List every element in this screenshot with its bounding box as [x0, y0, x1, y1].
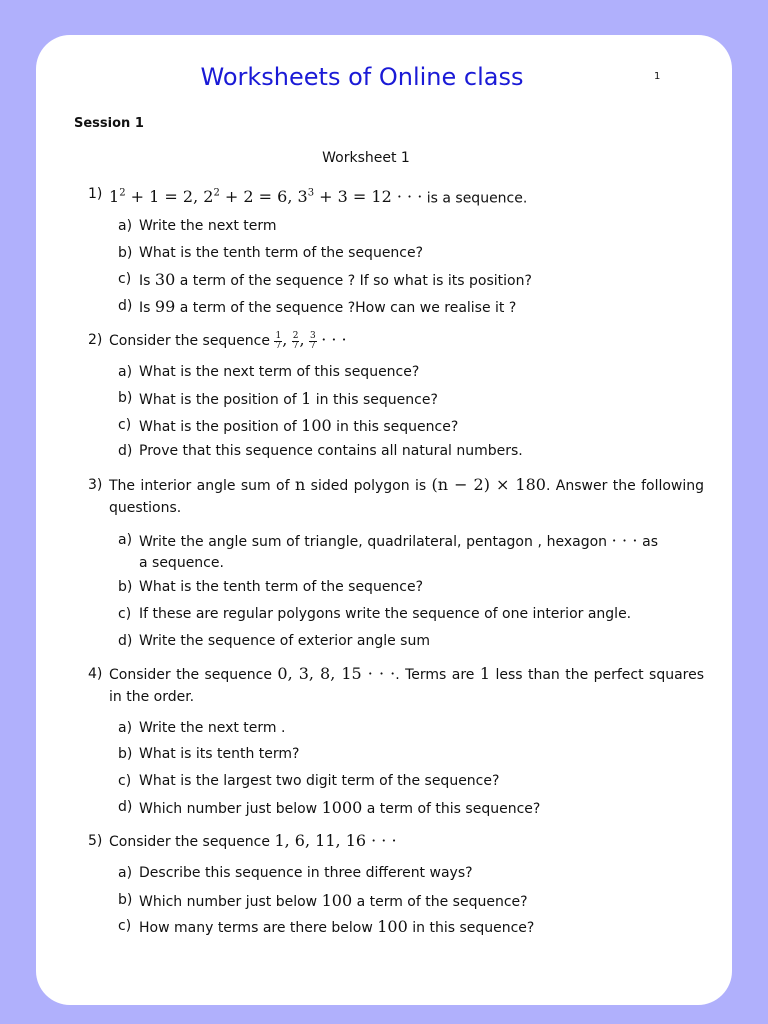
sequence-expression: $1^2 + 1 = 2$, $2^2 + 2 = 6$, $3^3 + 3 = 12$ · · ·	[109, 187, 423, 207]
sub-question-5c: c) How many terms are there below 100 in this sequence?	[118, 917, 535, 936]
sub-question-1b: b) What is the tenth term of the sequence?	[118, 245, 424, 261]
question-number: 5)	[88, 833, 103, 849]
question-2: 2) Consider the sequence $\frac{1}{7}$ , $\frac{2}{7}$ , $\frac{3}{7}$ · · ·	[88, 330, 347, 351]
fraction: $\frac{3}{7}$	[310, 330, 316, 351]
worksheet-title: Worksheet 1	[322, 150, 410, 166]
question-text: $1^2 + 1 = 2$, $2^2 + 2 = 6$, $3^3 + 3 = 12$ · · · is a sequence.	[109, 187, 528, 207]
question-5: 5) Consider the sequence 1, 6, 11, 16 · · ·	[88, 831, 397, 850]
worksheet-page	[36, 35, 732, 1005]
question-number: 2)	[88, 332, 103, 348]
sub-question-5b: b) Which number just below 100 a term of the sequence?	[118, 891, 528, 910]
question-number: 4)	[88, 666, 103, 682]
page-number: 1	[654, 71, 661, 82]
page-title: Worksheets of Online class	[200, 63, 524, 91]
sub-question-5a: a) Describe this sequence in three different ways?	[118, 865, 473, 881]
sub-question-2b: b) What is the position of 1 in this sequence?	[118, 389, 438, 408]
sub-question-4c: c) What is the largest two digit term of the sequence?	[118, 773, 500, 789]
sub-question-1a: a) Write the next term	[118, 218, 277, 234]
sub-question-4b: b) What is its tenth term?	[118, 746, 300, 762]
sub-question-1c: c) Is 30 a term of the sequence ? If so what is its position?	[118, 270, 532, 289]
question-4: 4) Consider the sequence 0, 3, 8, 15 · · ·. Terms are 1 less than the perfect squares in the order.	[88, 664, 705, 705]
question-number: 1)	[88, 186, 103, 202]
fraction: $\frac{2}{7}$	[292, 330, 299, 351]
sub-question-2a: a) What is the next term of this sequence?	[118, 364, 420, 380]
sub-question-3a: a) Write the angle sum of triangle, quadrilateral, pentagon , hexagon · · · as a sequence.	[118, 531, 658, 571]
sub-question-2d: d) Prove that this sequence contains all natural numbers.	[118, 443, 523, 459]
question-1	[74, 183, 704, 209]
sub-question-3d: d) Write the sequence of exterior angle sum	[118, 633, 430, 649]
sub-question-1d: d) Is 99 a term of the sequence ?How can we realise it ?	[118, 297, 517, 316]
sub-question-3c: c) If these are regular polygons write the sequence of one interior angle.	[118, 606, 632, 622]
session-heading: Session 1	[74, 116, 144, 131]
sub-question-4d: d) Which number just below 1000 a term of this sequence?	[118, 798, 541, 817]
question-3: 3) The interior angle sum of n sided polygon is (n − 2) × 180. Answer the following questions.	[88, 475, 705, 516]
question-number: 3)	[88, 477, 103, 493]
sub-question-4a: a) Write the next term .	[118, 720, 286, 736]
sub-question-2c: c) What is the position of 100 in this sequence?	[118, 416, 459, 435]
sub-question-3b: b) What is the tenth term of the sequence?	[118, 579, 424, 595]
fraction: $\frac{1}{7}$	[275, 330, 282, 351]
